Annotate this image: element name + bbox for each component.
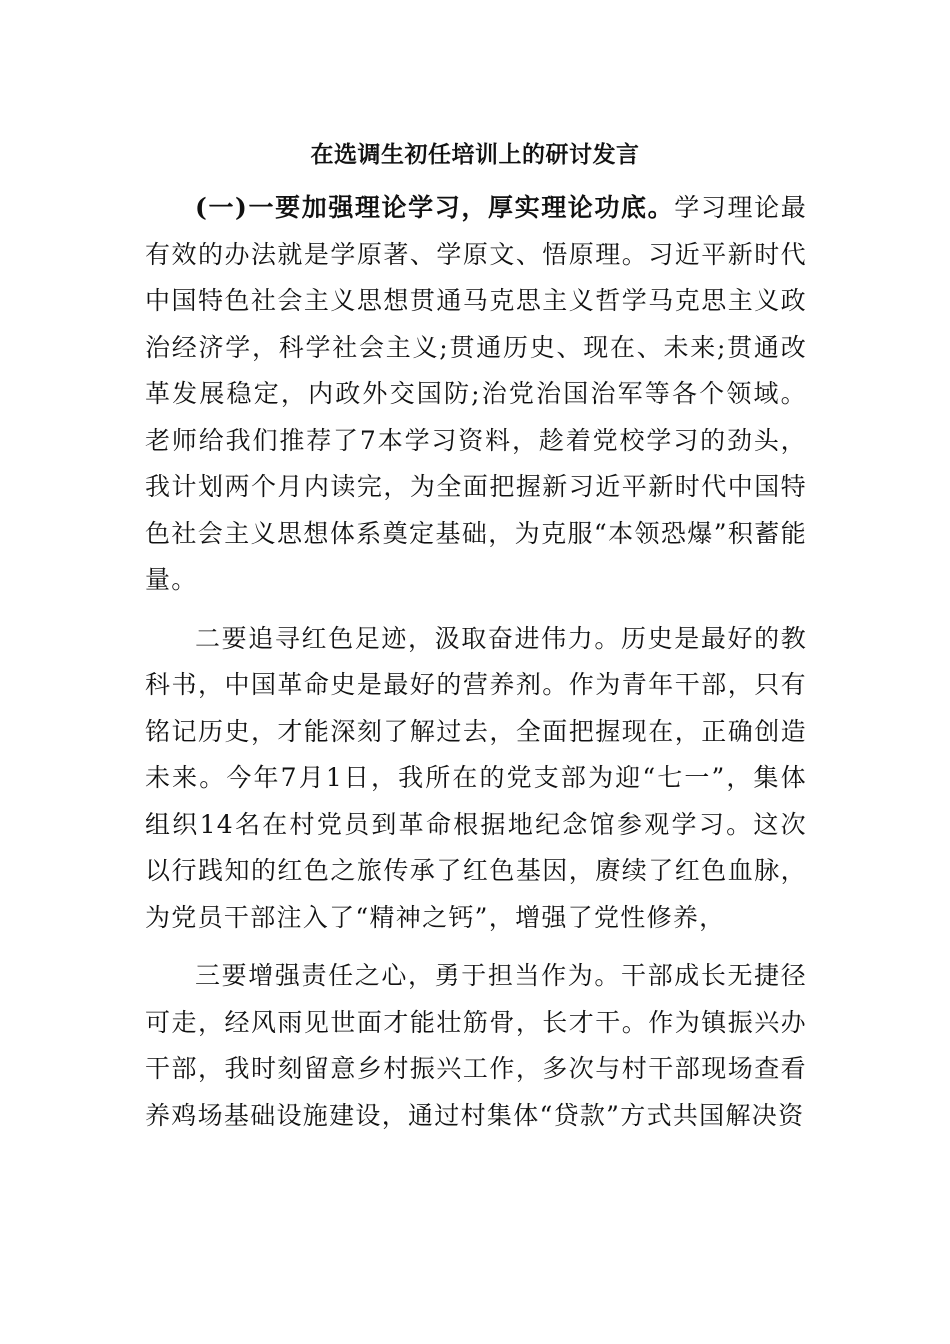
paragraph-text: 三要增强责任之心，勇于担当作为。干部成长无捷径可走，经风雨见世面才能壮筋骨，长才干。作为镇振兴办干部，我时刻留意乡村振兴工作，多次与村干部现场查看养鸡场基础设施建设，通过村集体“贷款”方式共国解决资 [145,961,807,1130]
paragraph-theory-study [145,185,807,604]
paragraph-lead-heading: (一)一要加强理论学习，厚实理论功底。 [195,193,675,222]
document-body [145,185,807,1139]
paragraph-text: 二要追寻红色足迹，汲取奋进伟力。历史是最好的教科书，中国革命史是最好的营养剂。作为青年干部，只有铭记历史，才能深刻了解过去，全面把握现在，正确创造未来。今年7月1日，我所在的党支部为迎“七一”，集体组织14名在村党员到革命根据地纪念馆参观学习。这次以行践知的红色之旅传承了红色基因，赓续了红色血脉，为党员干部注入了“精神之钙”，增强了党性修养， [145,623,807,932]
document-title: 在选调生初任培训上的研讨发言 [310,141,640,168]
paragraph-responsibility [145,953,807,1139]
paragraph-red-footprints [145,616,807,942]
paragraph-text: 学习理论最有效的办法就是学原著、学原文、悟原理。习近平新时代中国特色社会主义思想贯通马克思主义哲学马克思主义政治经济学，科学社会主义;贯通历史、现在、未来;贯通改革发展稳定，内政外交国防;治党治国治军等各个领域。老师给我们推荐了7本学习资料，趁着党校学习的劲头，我计划两个月内读完，为全面把握新习近平新时代中国特色社会主义思想体系奠定基础，为克服“本领恐爆”积蓄能量。 [145,193,807,594]
